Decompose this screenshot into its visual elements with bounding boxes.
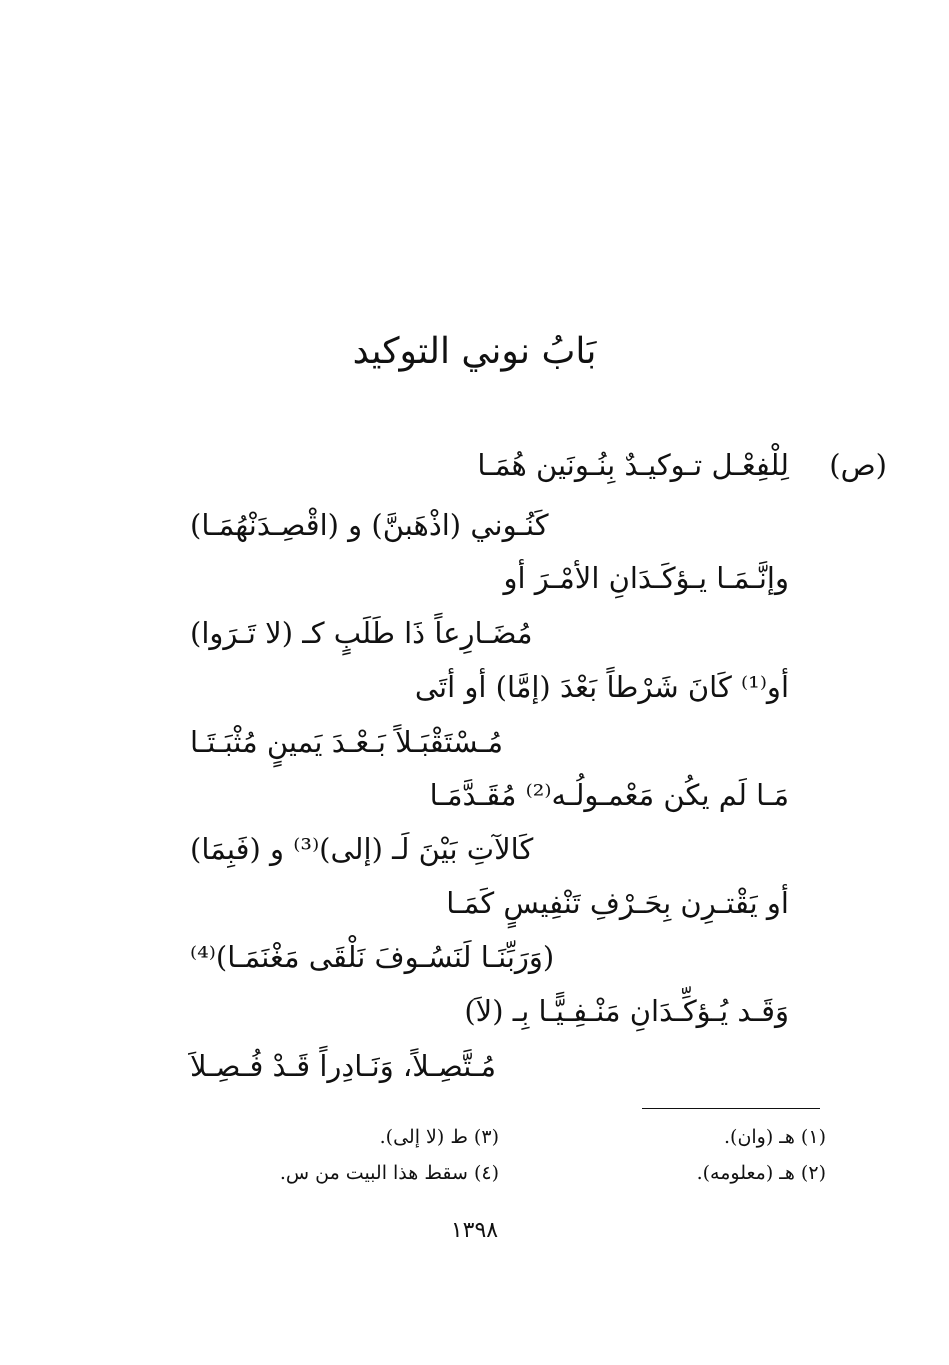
footnote-3: (٣) ط (لا إلى). (379, 1126, 499, 1148)
verse-3-first-hemistich: أو⁽¹⁾ كَانَ شَرْطاً بَعْدَ (إمَّا) أو أتَى (414, 670, 789, 704)
verse-1-second-hemistich: كَنُـوني (اذْهَبنَّ) و (اقْصِـدَنْهُمَـا) (190, 508, 549, 542)
verse-6-first-hemistich: وَقَـد يُـؤكِّـدَانِ مَنْـفِـيًّـا بِـ (لاَ) (464, 994, 789, 1028)
verse-4-second-hemistich: كَالآتِ بَيْنَ لَـ (إلى)⁽³⁾ و (فَبِمَا) (190, 832, 534, 866)
verse-4-first-hemistich: مَـا لَم يكُن مَعْمـولُـه⁽²⁾ مُقَـدَّمَـا (429, 778, 789, 812)
verse-2-second-hemistich: مُضَـارِعاً ذَا طَلَبٍ كـ (لا تَـرَوا) (190, 616, 533, 650)
verse-6-second-hemistich: مُـتَّصِـلاً، وَنَـادِراً قَـدْ فُـصِـلاَ (190, 1049, 497, 1083)
verse-2-first-hemistich: وإنَّـمَـا يـؤكَـدَانِ الأمْـرَ أو (503, 561, 789, 595)
verse-1-first-hemistich: لِلْفِعْـل تـوكيـدٌ بِنُـونَين هُمَـا (477, 448, 789, 482)
verse-5-second-hemistich: (وَرَبِّنَـا لَنَسُـوفَ نَلْقَى مَغْنَمَـا)⁽⁴⁾ (190, 940, 555, 974)
chapter-title: بَابُ نوني التوكيد (352, 331, 597, 372)
page-number: ١٣٩٨ (450, 1218, 499, 1243)
verse-3-second-hemistich: مُـسْتَقْبَـلاً بَـعْـدَ يَمينٍ مُثْبَـتَـا (190, 725, 504, 759)
footnote-divider (642, 1108, 820, 1109)
footnote-1: (١) هـ (وان). (724, 1126, 826, 1148)
footnote-2: (٢) هـ (معلومه). (696, 1162, 826, 1184)
section-marker: (ص) (829, 448, 887, 482)
verse-5-first-hemistich: أو يَقْتـرِن بِحَـرْفِ تَنْفِيسٍ كَمَـا (446, 886, 789, 920)
footnote-4: (٤) سقط هذا البيت من س. (279, 1162, 499, 1184)
